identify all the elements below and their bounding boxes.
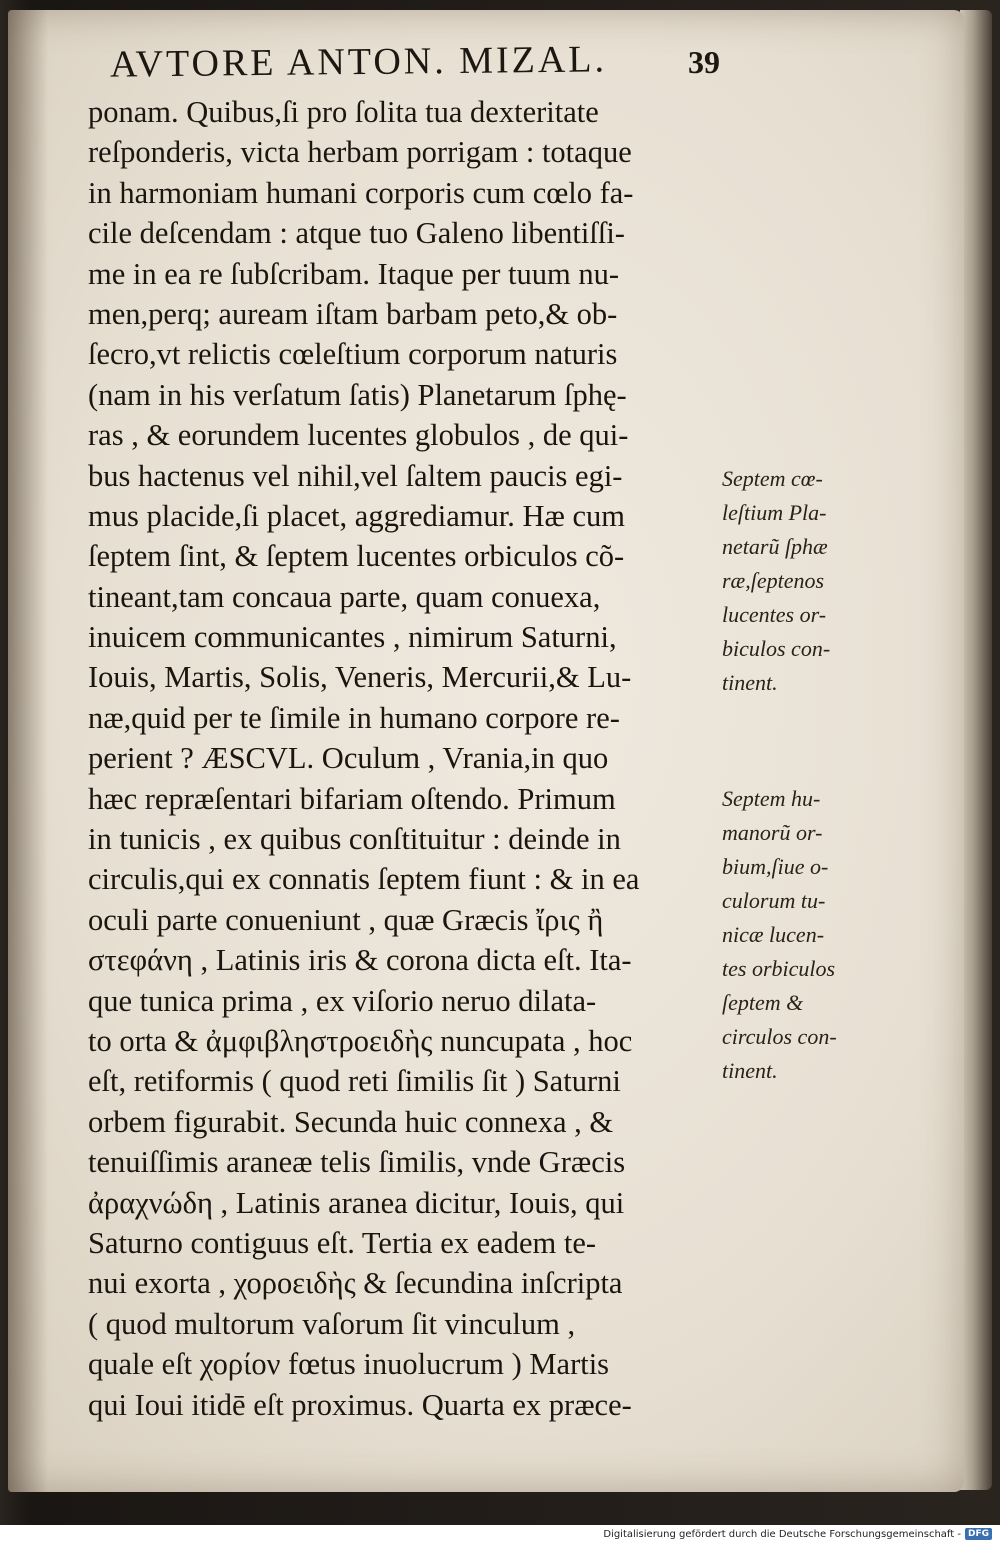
text-line: ſeptem ſint, & ſeptem lucentes orbiculos cõ- xyxy=(88,539,625,574)
text-line: bus hactenus vel nihil,vel ſaltem paucis egi- xyxy=(88,458,623,493)
text-line: ſecro,vt relictis cœleſtium corporum naturis xyxy=(88,337,618,372)
text-line: oculi parte conueniunt , quæ Græcis ἴρις ἢ xyxy=(88,902,604,937)
dfg-logo: DFG xyxy=(965,1528,992,1540)
text-line: ( quod multorum vaſorum ſit vinculum , xyxy=(88,1306,576,1341)
text-line: nui exorta , χοροειδὴς & ſecundina inſcripta xyxy=(88,1266,623,1301)
text-line: quale eſt χορίον fœtus inuolucrum ) Martis xyxy=(88,1347,610,1382)
text-line: tineant,tam concaua parte, quam conuexa, xyxy=(88,579,601,614)
text-line: men,perq; auream iſtam barbam peto,& ob- xyxy=(88,296,618,331)
text-line: inuicem communicantes , nimirum Saturni, xyxy=(88,620,617,655)
marginal-note-line: Septem hu- xyxy=(722,786,821,811)
text-line: cile deſcendam : atque tuo Galeno libentiſſi- xyxy=(88,216,625,251)
running-title: AVTORE ANTON. MIZAL. xyxy=(109,38,608,86)
text-line: Saturno contiguus eſt. Tertia ex eadem te- xyxy=(88,1225,597,1260)
text-line: næ,quid per te ſimile in humano corpore re- xyxy=(88,700,620,735)
main-text-block xyxy=(88,92,728,1425)
marginal-note-line: lucentes or- xyxy=(722,602,827,627)
text-line: tenuiſſimis araneæ telis ſimilis, vnde Græcis xyxy=(88,1145,626,1180)
text-line: mus placide,ſi placet, aggrediamur. Hæ cum xyxy=(88,498,625,533)
text-line: στεφάνη , Latinis iris & corona dicta eſt. Ita- xyxy=(88,943,632,978)
text-line: orbem figurabit. Secunda huic connexa , & xyxy=(88,1104,614,1139)
marginal-note-line: biculos con- xyxy=(722,636,831,661)
footer-credit: Digitalisierung gefördert durch die Deutsche Forschungsgemeinschaft - xyxy=(603,1528,961,1540)
marginal-note-line: tinent. xyxy=(722,670,778,695)
marginal-note-line: ſeptem & xyxy=(722,990,804,1015)
page-edge xyxy=(960,10,992,1490)
text-line: que tunica prima , ex viſorio neruo dilata- xyxy=(88,983,597,1018)
text-line: perient ? ÆSCVL. Oculum , Vrania,in quo xyxy=(88,741,609,776)
text-line: ἀραχνώδη , Latinis aranea dicitur, Iouis, qui xyxy=(88,1185,625,1220)
page-number: 39 xyxy=(688,43,720,80)
marginal-note-line: tes orbiculos xyxy=(722,956,836,981)
text-line: in tunicis , ex quibus conſtituitur : deinde in xyxy=(88,822,621,857)
marginal-note-line: circulos con- xyxy=(722,1024,837,1049)
marginal-note-line: ræ,ſeptenos xyxy=(722,568,825,593)
marginal-note-line: tinent. xyxy=(722,1058,778,1083)
text-line: in harmoniam humani corporis cum cœlo fa- xyxy=(88,175,634,210)
running-head xyxy=(110,36,720,88)
gutter-shadow xyxy=(8,10,48,1492)
text-line: ponam. Quibus,ſi pro ſolita tua dexteritate xyxy=(88,95,599,129)
marginal-note-line: nicæ lucen- xyxy=(722,922,825,947)
marginal-note-line: netarũ ſphæ xyxy=(722,534,828,559)
text-line: me in ea re ſubſcribam. Itaque per tuum nu- xyxy=(88,256,620,291)
text-line: reſponderis, victa herbam porrigam : totaque xyxy=(88,135,632,170)
marginal-note-line: bium,ſiue o- xyxy=(722,854,829,879)
marginal-note-eye-tunics xyxy=(722,782,902,1088)
marginal-note-planetary-spheres xyxy=(722,462,902,700)
marginal-note-line: manorũ or- xyxy=(722,820,823,845)
text-line: Iouis, Martis, Solis, Veneris, Mercurii,& Lu- xyxy=(88,660,632,695)
marginal-note-line: Septem cœ- xyxy=(722,466,823,491)
text-line: (nam in his verſatum ſatis) Planetarum ſphę- xyxy=(88,377,627,412)
digitization-footer xyxy=(0,1525,1000,1543)
text-line: qui Ioui itidē eſt proximus. Quarta ex præce- xyxy=(88,1387,632,1422)
text-line: ras , & eorundem lucentes globulos , de qui- xyxy=(88,418,629,453)
text-line: to orta & ἀμφιβληστροειδὴς nuncupata , hoc xyxy=(88,1023,633,1058)
text-line: eſt, retiformis ( quod reti ſimilis ſit ) Saturni xyxy=(88,1064,621,1099)
marginal-note-line: leſtium Pla- xyxy=(722,500,827,525)
text-line: circulis,qui ex connatis ſeptem fiunt : & in ea xyxy=(88,862,640,897)
text-line: hæc repræſentari bifariam oſtendo. Primum xyxy=(88,781,616,816)
marginal-note-line: culorum tu- xyxy=(722,888,826,913)
